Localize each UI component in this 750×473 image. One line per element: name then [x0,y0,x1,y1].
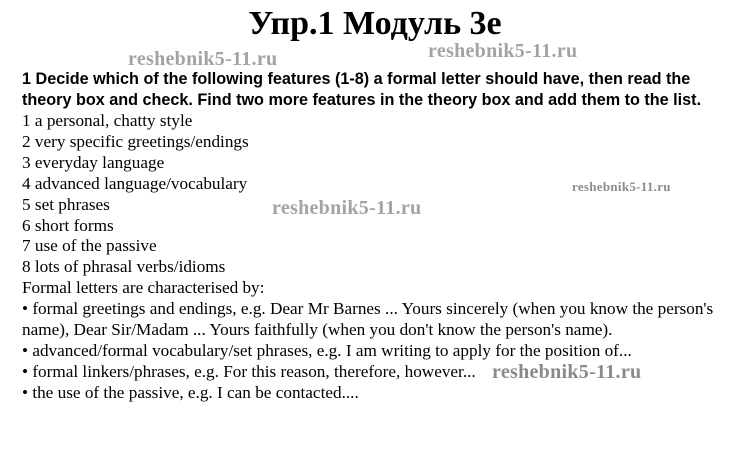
page-title: Упр.1 Модуль 3e [248,5,502,42]
watermark: reshebnik5-11.ru [492,361,642,383]
theory-bullet: • the use of the passive, e.g. I can be contacted.... [22,382,359,402]
watermark: reshebnik5-11.ru [272,197,422,219]
exercise-body [22,111,747,404]
feature-item: 7 use of the passive [22,236,157,256]
exercise-instruction: 1 Decide which of the following features (1-8) a formal letter should have, then read the theory box and check. Find two more features in the theory box and add them to the list. [22,70,702,109]
watermark: reshebnik5-11.ru [428,40,578,62]
feature-item: 3 everyday language [22,152,165,172]
theory-bullet: • formal greetings and endings, e.g. Dear Mr Barnes ... Yours sincerely (when you know the person's name), Dear Sir/Madam ... Yours faithfully (when you don't know the person's name). [22,299,714,340]
watermark: reshebnik5-11.ru [572,179,671,194]
feature-item: 8 lots of phrasal verbs/idioms [22,257,226,277]
feature-item: 1 a personal, chatty style [22,111,193,130]
feature-item: 2 very specific greetings/endings [22,131,249,151]
theory-bullet: • advanced/formal vocabulary/set phrases, e.g. I am writing to apply for the position of... [22,340,632,360]
feature-item: 4 advanced language/vocabulary [22,173,248,193]
feature-item: 5 set phrases [22,194,110,214]
feature-item: 6 short forms [22,215,114,235]
theory-heading: Formal letters are characterised by: [22,278,265,298]
theory-bullet: • formal linkers/phrases, e.g. For this reason, therefore, however... [22,361,476,381]
watermark: reshebnik5-11.ru [128,48,278,70]
